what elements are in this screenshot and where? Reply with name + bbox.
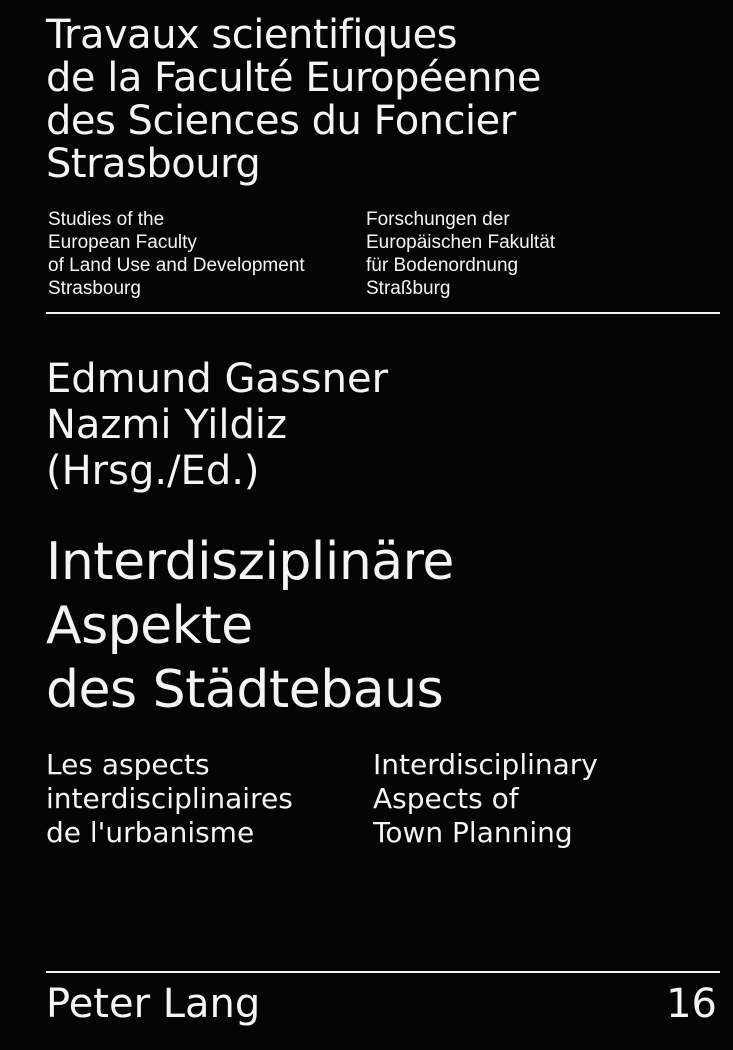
series-subtitle-english-line: European Faculty (48, 232, 197, 253)
series-title (46, 14, 541, 186)
book-title (46, 530, 454, 722)
editors (46, 356, 388, 494)
series-title-line: des Sciences du Foncier (46, 98, 516, 144)
series-title-line: de la Faculté Européenne (46, 55, 541, 101)
publisher-name: Peter Lang (46, 981, 261, 1027)
series-title-line: Strasbourg (46, 141, 261, 187)
top-divider (46, 312, 720, 314)
book-title-english-line: Aspects of (373, 782, 519, 815)
book-title-line: Interdisziplinäre (46, 532, 454, 592)
volume-number: 16 (666, 981, 717, 1027)
book-title-french-line: interdisciplinaires (46, 782, 293, 815)
series-subtitle-german-line: Forschungen der (366, 209, 510, 230)
editor-role: (Hrsg./Ed.) (46, 448, 260, 494)
book-title-french-line: de l'urbanisme (46, 816, 255, 849)
series-subtitle-english-line: Strasbourg (48, 278, 141, 299)
book-title-english (373, 748, 598, 850)
series-subtitle-german-line: Straßburg (366, 278, 451, 299)
book-title-english-line: Town Planning (373, 816, 573, 849)
book-title-english-line: Interdisciplinary (373, 748, 598, 781)
series-subtitle-english-line: of Land Use and Development (48, 255, 305, 276)
series-subtitle-german-line: für Bodenordnung (366, 255, 519, 276)
series-subtitle-german (366, 208, 555, 300)
book-title-line: Aspekte (46, 596, 253, 656)
series-subtitle-english (48, 208, 305, 300)
series-title-line: Travaux scientifiques (46, 12, 458, 58)
series-subtitle-german-line: Europäischen Fakultät (366, 232, 556, 253)
book-title-line: des Städtebaus (46, 660, 444, 720)
editor-name: Nazmi Yildiz (46, 402, 287, 448)
editor-name: Edmund Gassner (46, 356, 389, 402)
series-subtitle-english-line: Studies of the (48, 209, 165, 230)
bottom-divider (46, 971, 720, 973)
book-title-french-line: Les aspects (46, 748, 210, 781)
book-title-french (46, 748, 293, 850)
